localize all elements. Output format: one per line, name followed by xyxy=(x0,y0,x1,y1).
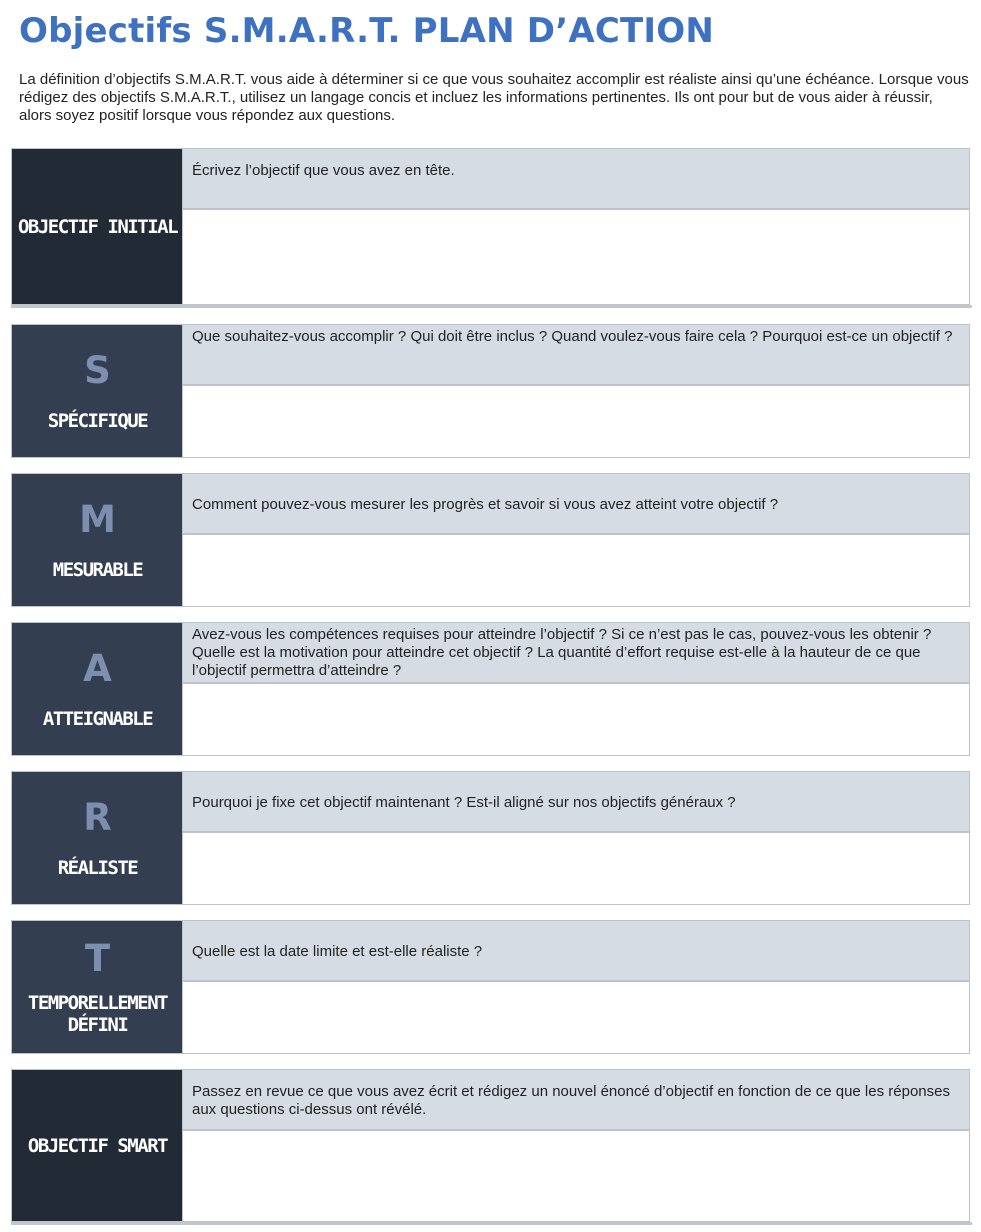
answer-field-atteignable[interactable] xyxy=(182,683,970,756)
section-label-cell xyxy=(11,771,184,905)
section-label: MESURABLE xyxy=(52,559,143,581)
section-label: OBJECTIF INITIAL xyxy=(17,215,178,238)
divider xyxy=(11,1222,972,1225)
section-mesurable xyxy=(11,473,970,607)
section-label: SPÉCIFIQUE xyxy=(47,410,148,432)
section-label: TEMPORELLEMENT DÉFINI xyxy=(27,992,168,1036)
page-title: Objectifs S.M.A.R.T. PLAN D’ACTION xyxy=(19,11,715,51)
answer-field-objectif-smart[interactable] xyxy=(182,1130,970,1222)
section-label-cell xyxy=(11,324,184,458)
section-temporellement-defini xyxy=(11,920,970,1054)
section-letter: A xyxy=(83,647,112,690)
intro-paragraph: La définition d’objectifs S.M.A.R.T. vous aide à déterminer si ce que vous souhaitez accomplir est réaliste ainsi qu’une échéance. Lorsque vous rédigez des objectifs S.M.A.R.T., utilisez un langage concis et incluez les informations pertinentes. Ils ont pour but de vous aider à réussir, alors soyez positif lorsque vous répondez aux questions. xyxy=(19,71,969,124)
answer-field-objectif-initial[interactable] xyxy=(182,209,970,305)
section-prompt: Écrivez l’objectif que vous avez en tête. xyxy=(182,148,970,209)
section-atteignable xyxy=(11,622,970,756)
section-label-cell xyxy=(11,148,184,305)
section-prompt: Avez-vous les compétences requises pour atteindre l’objectif ? Si ce n’est pas le cas, pouvez-vous les obtenir ? Quelle est la motivation pour atteindre cet objectif ? La quantité d’effort requise est-elle à la hauteur de ce que l’objectif permettra d’atteindre ? xyxy=(182,622,970,683)
section-letter: T xyxy=(84,937,111,980)
section-label-cell xyxy=(11,1069,184,1222)
section-prompt: Passez en revue ce que vous avez écrit et rédigez un nouvel énoncé d’objectif en fonction de ce que les réponses aux questions ci-dessus ont révélé. xyxy=(182,1069,970,1130)
section-label-cell xyxy=(11,920,184,1054)
section-letter: M xyxy=(79,498,116,541)
section-objectif-smart xyxy=(11,1069,970,1222)
section-realiste xyxy=(11,771,970,905)
section-prompt: Pourquoi je fixe cet objectif maintenant ? Est-il aligné sur nos objectifs généraux ? xyxy=(182,771,970,832)
section-label: OBJECTIF SMART xyxy=(27,1134,168,1157)
section-objectif-initial xyxy=(11,148,970,305)
divider xyxy=(11,305,972,308)
section-specifique xyxy=(11,324,970,458)
answer-field-temporellement-defini[interactable] xyxy=(182,981,970,1054)
section-prompt: Comment pouvez-vous mesurer les progrès et savoir si vous avez atteint votre objectif ? xyxy=(182,473,970,534)
section-prompt: Que souhaitez-vous accomplir ? Qui doit être inclus ? Quand voulez-vous faire cela ? Pourquoi est-ce un objectif ? xyxy=(182,324,970,385)
section-label-cell xyxy=(11,473,184,607)
section-letter: R xyxy=(83,796,112,839)
answer-field-mesurable[interactable] xyxy=(182,534,970,607)
answer-field-specifique[interactable] xyxy=(182,385,970,458)
section-prompt: Quelle est la date limite et est-elle réaliste ? xyxy=(182,920,970,981)
answer-field-realiste[interactable] xyxy=(182,832,970,905)
section-label-cell xyxy=(11,622,184,756)
section-label: RÉALISTE xyxy=(57,857,138,879)
section-label: ATTEIGNABLE xyxy=(42,708,153,730)
section-letter: S xyxy=(84,349,111,392)
